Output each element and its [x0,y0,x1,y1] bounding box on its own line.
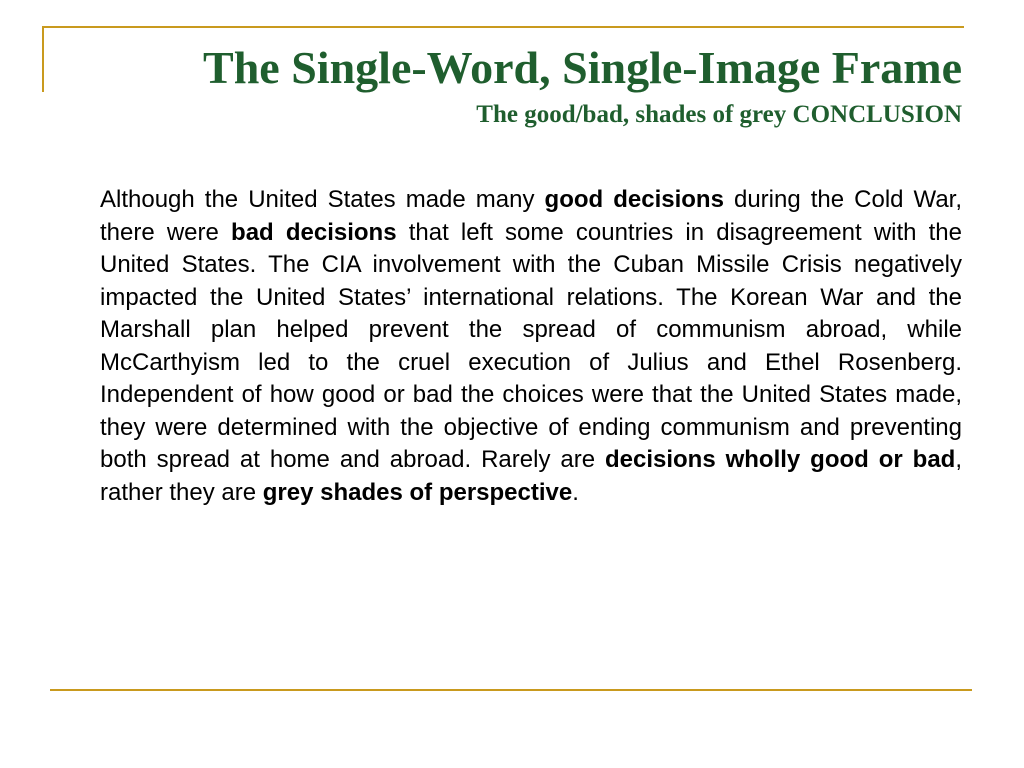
top-rule [42,26,964,28]
bottom-rule [50,689,972,691]
slide-subtitle: The good/bad, shades of grey CONCLUSION [476,101,962,128]
title-block [203,40,962,130]
emphasis-good-decisions: good decisions [544,186,724,213]
body-text-2: during the Cold War, there were [100,186,963,246]
slide-title: The Single-Word, Single-Image Frame [203,42,962,93]
body-text-5: . [572,478,579,506]
body-text-4: , rather they are [100,446,962,506]
body-text-3: that left some countries in disagreement with the United States. The CIA involvement with the Cuban Missile Crisis negatively impacted the United States’ international relations. The Korean War and the Marshall plan helped prevent the spread of communism abroad, while McCarthyism led to the cruel execution of Julius and Ethel Rosenberg. Independent of how good or bad the choices were that the United States made, they were determined with the objective of ending communism and preventing both spread at home and abroad. Rarely are [100,218,963,473]
emphasis-grey-shades: grey shades of perspective [262,478,573,506]
body-paragraph [100,184,962,509]
emphasis-wholly-good-or-bad: decisions wholly good or bad [604,446,956,473]
left-rule [42,26,44,92]
body-text-1: Although the United States made many [100,186,545,213]
emphasis-bad-decisions: bad decisions [231,218,397,246]
